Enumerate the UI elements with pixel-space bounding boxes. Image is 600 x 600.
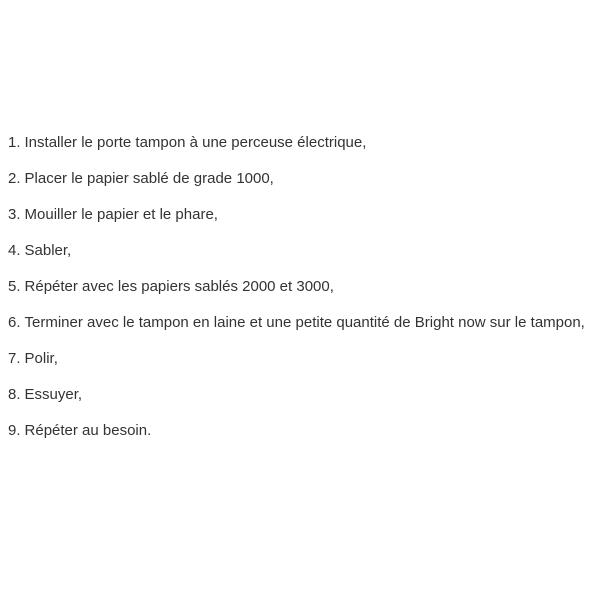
list-item — [8, 276, 596, 297]
list-item — [8, 132, 596, 153]
step-text: Polir, — [24, 350, 58, 367]
step-number: 3. — [8, 206, 21, 223]
step-text: Installer le porte tampon à une perceuse électrique, — [24, 134, 367, 151]
list-item — [8, 240, 596, 261]
list-item — [8, 384, 596, 405]
step-text: Répéter au besoin. — [24, 422, 152, 439]
step-text: Placer le papier sablé de grade 1000, — [24, 170, 274, 187]
step-text: Terminer avec le tampon en laine et une petite quantité de Bright now sur le tampon, — [24, 314, 585, 331]
list-item — [8, 168, 596, 189]
step-number: 8. — [8, 386, 21, 403]
list-item — [8, 420, 596, 441]
step-number: 5. — [8, 278, 21, 295]
step-number: 4. — [8, 242, 21, 259]
step-text: Répéter avec les papiers sablés 2000 et 3000, — [24, 278, 334, 295]
list-item — [8, 204, 596, 225]
step-number: 6. — [8, 314, 21, 331]
step-text: Sabler, — [24, 242, 72, 259]
instruction-list — [8, 132, 596, 456]
list-item — [8, 348, 596, 369]
step-text: Essuyer, — [24, 386, 83, 403]
step-number: 7. — [8, 350, 21, 367]
step-text: Mouiller le papier et le phare, — [24, 206, 218, 223]
list-item — [8, 312, 596, 333]
step-number: 9. — [8, 422, 21, 439]
step-number: 2. — [8, 170, 21, 187]
step-number: 1. — [8, 134, 21, 151]
